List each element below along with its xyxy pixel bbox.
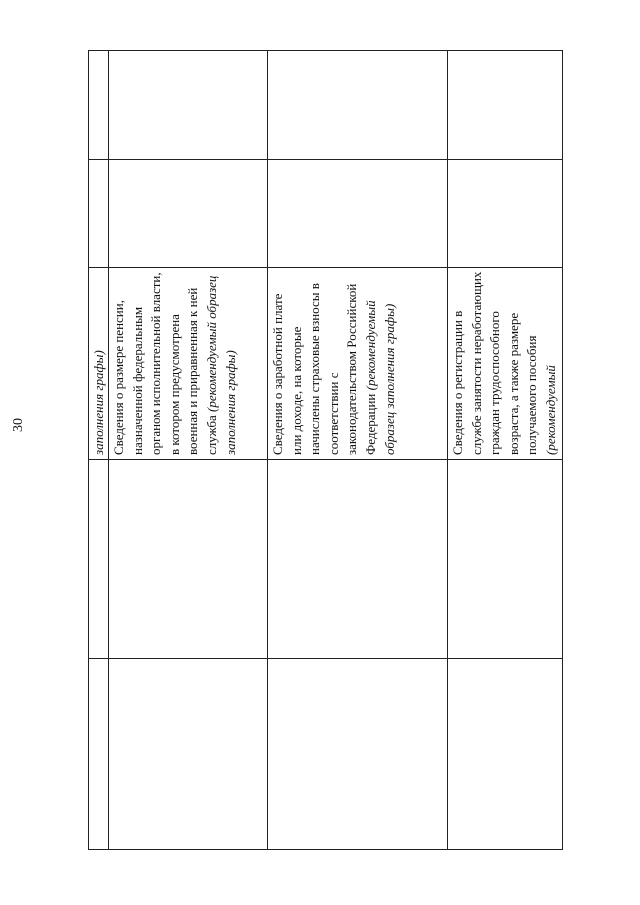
- table-rule: [88, 50, 563, 51]
- page-number: 30: [11, 418, 26, 432]
- cell-text: Сведения о заработной плате или доходе, на которые начислены страховые взносы в соответствии с законодательством Российской Федерации: [270, 283, 378, 455]
- table-cell: [268, 268, 447, 459]
- table-cell: [448, 268, 562, 459]
- table-rule: [88, 849, 563, 850]
- cell-text: Сведения о регистрации в службе занятости неработающих граждан трудоспособного возраста, а также размере получаемого пособия: [450, 271, 540, 455]
- table: [88, 50, 563, 850]
- cell-hint: (рекомендуемый образец заполнения графы): [203, 275, 238, 455]
- continued-hint-cell: [89, 268, 108, 459]
- cell-text: Сведения о размере пенсии, назначенной федеральным органом исполнительной власти, в котором предусмотрена военная и приравненная к ней служба: [111, 272, 219, 455]
- table-rule: [562, 50, 563, 850]
- table-rule: [88, 159, 563, 160]
- cell-hint: (рекомендуемый образец заполнения графы): [362, 300, 397, 455]
- table-rule: [88, 658, 563, 659]
- table-cell: [109, 268, 267, 459]
- table-rule: [88, 459, 563, 460]
- continued-hint: заполнения графы): [91, 350, 106, 455]
- cell-hint: (рекомендуемый: [542, 365, 558, 455]
